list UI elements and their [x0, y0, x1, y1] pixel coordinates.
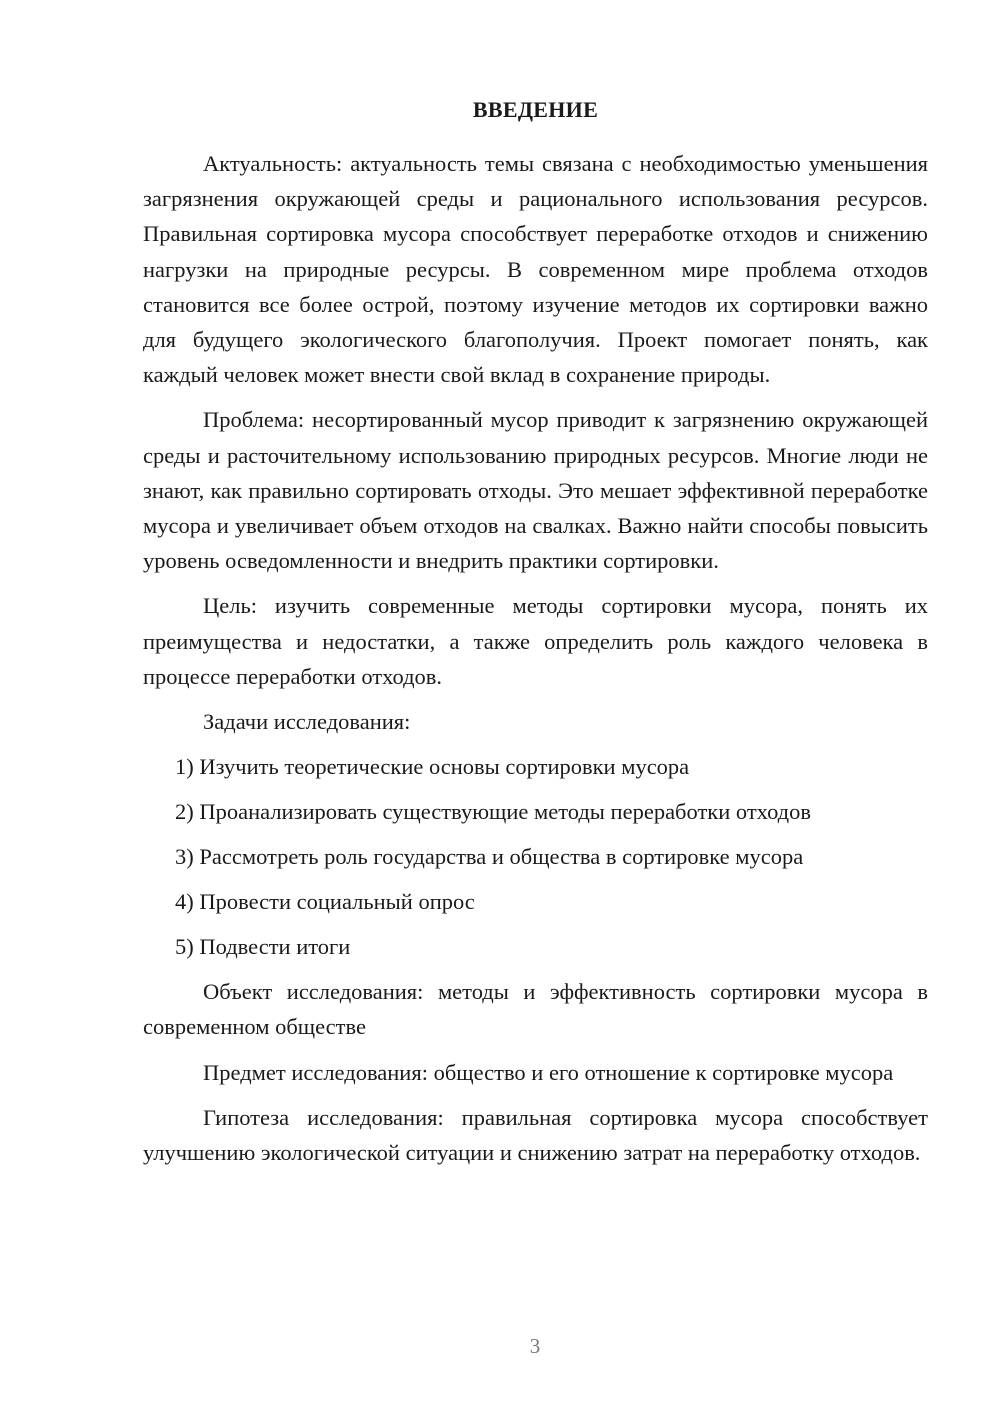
object-paragraph: Объект исследования: методы и эффективность сортировки мусора в современном обществе — [143, 979, 928, 1040]
problem-paragraph: Проблема: несортированный мусор приводит к загрязнению окружающей среды и расточительному использованию природных ресурсов. Многие люди не знают, как правильно сортировать отходы. Это мешает эффективной переработке мусора и увеличивает объем отходов на свалках. Важно найти способы повысить уровень осведомленности и внедрить практики сортировки. — [143, 407, 928, 574]
task-item: 3) Рассмотреть роль государства и общества в сортировке мусора — [175, 844, 804, 870]
goal-paragraph: Цель: изучить современные методы сортировки мусора, понять их преимущества и недостатки, а также определить роль каждого человека в процессе переработки отходов. — [143, 593, 928, 689]
task-item: 4) Провести социальный опрос — [175, 889, 475, 915]
task-item: 5) Подвести итоги — [175, 934, 351, 960]
hypothesis-paragraph: Гипотеза исследования: правильная сортировка мусора способствует улучшению экологической ситуации и снижению затрат на переработку отходов. — [143, 1104, 928, 1166]
page-number: 3 — [529, 1334, 541, 1358]
subject-paragraph: Предмет исследования: общество и его отношение к сортировке мусора — [203, 1059, 894, 1085]
tasks-heading: Задачи исследования: — [203, 709, 411, 735]
task-item: 1) Изучить теоретические основы сортировки мусора — [175, 754, 690, 780]
task-list — [143, 749, 928, 964]
document-page — [143, 96, 928, 1180]
page-title: ВВЕДЕНИЕ — [472, 97, 599, 122]
relevance-paragraph: Актуальность: актуальность темы связана с необходимостью уменьшения загрязнения окружающей среды и рационального использования ресурсов. Правильная сортировка мусора способствует переработке отходов и снижению нагрузки на природные ресурсы. В современном мире проблема отходов становится все более острой, поэтому изучение методов их сортировки важно для будущего экологического благополучия. Проект помогает понять, как каждый человек может внести свой вклад в сохранение природы. — [143, 151, 928, 388]
task-item: 2) Проанализировать существующие методы переработки отходов — [175, 799, 811, 825]
